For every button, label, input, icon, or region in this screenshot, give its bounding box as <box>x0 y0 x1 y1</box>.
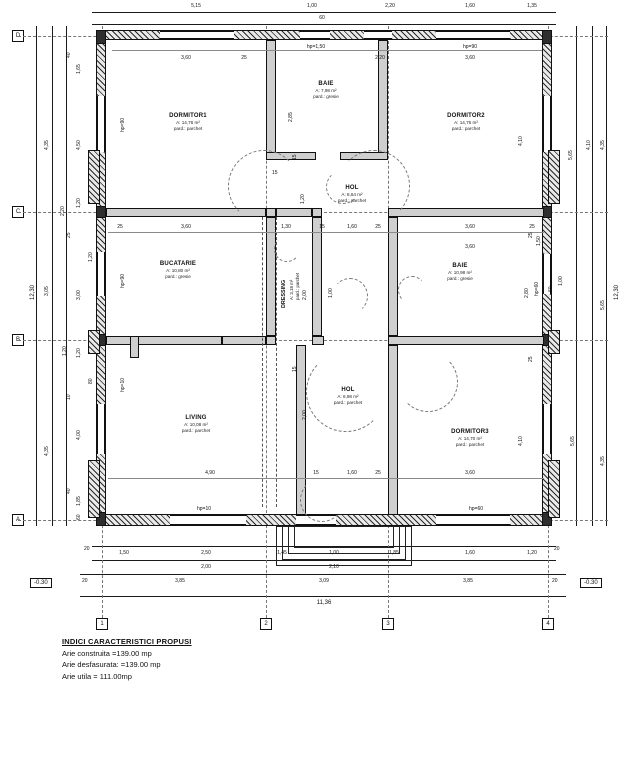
dim-interior-1-20: 1,20 <box>300 194 306 204</box>
exterior-pilaster-right-upper <box>548 150 560 204</box>
dim-low-4-90: 4,90 <box>205 470 215 476</box>
dim-top-1-35: 1,35 <box>527 3 537 9</box>
dim-left-1-20b: 1,20 <box>76 348 82 358</box>
dim-low-3-60: 3,60 <box>465 470 475 476</box>
room-label-hol2 <box>334 386 362 406</box>
interior-wall-b-right <box>388 336 544 345</box>
exterior-pilaster-left-upper <box>88 150 100 204</box>
dim-left-4-35b: 4,35 <box>44 446 50 456</box>
dim-line-inner-lower <box>108 478 544 479</box>
room-finish: pard.: parchet <box>451 126 481 132</box>
dim-left-1-85: 1,85 <box>76 496 82 506</box>
window-label-hp60-bottom: hp=60 <box>468 506 484 512</box>
dim-line-top-outer <box>92 12 556 13</box>
dim-right-25b: 25 <box>528 356 534 362</box>
dim-inner-top-25: 25 <box>241 55 247 61</box>
axis-bubble-2: 2 <box>260 618 272 630</box>
interior-wall-b-node <box>266 336 276 345</box>
room-finish: pard.: gresie <box>313 94 339 100</box>
axis-bubble-1: 1 <box>96 618 108 630</box>
dim-left-25: 25 <box>66 232 72 238</box>
dim-line-bottom-3 <box>80 574 566 575</box>
dim-interior-15a: 15 <box>292 154 298 160</box>
dim-mid-25b: 25 <box>375 224 381 230</box>
window-label-hp90-left1: hp=90 <box>120 117 126 132</box>
room-finish: pard.: gresie <box>165 274 191 280</box>
notes-block <box>62 636 192 683</box>
dim-bottom-total: 11,36 <box>316 600 332 606</box>
level-mark-right: -0.30 <box>580 578 602 588</box>
dim-left-1-20c: 1,20 <box>62 346 68 356</box>
room-finish: pard.: parchet <box>455 442 485 448</box>
room-area: A: 10,08 m² <box>184 422 208 428</box>
room-label-living <box>182 414 210 434</box>
interior-wall-dormitor1-baie <box>266 40 276 158</box>
door-swing-entry <box>300 478 344 522</box>
room-finish: pard.: parchet <box>173 126 203 132</box>
dim-bottom-1-20: 1,20 <box>527 550 537 556</box>
dim-left-3-00: 3,00 <box>76 290 82 300</box>
dim-top-60: 60 <box>319 15 325 21</box>
room-finish-dressing: pard.: parchet <box>295 272 300 300</box>
room-area: A: 10,98 m² <box>448 270 472 276</box>
dim-mid-1-60: 1,60 <box>347 224 357 230</box>
column-top-left <box>96 30 106 44</box>
dim-line-left-mid <box>52 26 53 526</box>
window-label-hp60-right: hp=60 <box>534 281 540 296</box>
dim-bottom-3-85a: 3,85 <box>175 578 185 584</box>
dim-line-top-inner <box>92 24 556 25</box>
room-label-dormitor1 <box>169 112 207 132</box>
interior-wall-c-right <box>388 208 544 217</box>
notes-title: INDICI CARACTERISTICI PROPUSI <box>62 637 192 646</box>
room-label-baie2 <box>447 262 473 282</box>
room-label-hol1 <box>338 184 366 204</box>
interior-wall-hol2-dormitor3 <box>388 345 398 515</box>
dim-small-28-left: 20 <box>82 578 88 584</box>
dim-line-right-inner <box>576 26 577 526</box>
notes-line-3: Arie utila = 111.00mp <box>62 671 132 681</box>
interior-wall-b-left2 <box>222 336 266 345</box>
interior-wall-b-stub-v <box>130 336 139 358</box>
dim-right-inner-5-65b: 5,65 <box>570 436 576 446</box>
dim-left-1-20d: 1,20 <box>88 252 94 262</box>
dim-bottom-1-50: 1,50 <box>119 550 129 556</box>
column-left-c <box>96 206 106 218</box>
room-label-bucatarie <box>160 260 196 280</box>
dim-top-1-00: 1,00 <box>307 3 317 9</box>
level-mark-left: -0.30 <box>30 578 52 588</box>
dim-right-5-65: 5,65 <box>600 300 606 310</box>
dim-line-inner-middle <box>108 232 544 233</box>
axis-bubble-3: 3 <box>382 618 394 630</box>
exterior-pilaster-left-lower <box>88 460 100 518</box>
dim-left-4-00: 4,00 <box>76 430 82 440</box>
dim-right-12-30: 12,30 <box>614 284 620 300</box>
dim-inner-top-2-20: 2,20 <box>375 55 385 61</box>
dim-left-12-30: 12,30 <box>30 284 36 300</box>
door-swing-dormitor3 <box>398 352 458 412</box>
dim-right-inner-2-80: 2,80 <box>524 288 530 298</box>
dim-left-4-50: 4,50 <box>76 140 82 150</box>
axis-bubble-C: C <box>12 206 24 218</box>
room-area: A: 14,70 m² <box>458 436 482 442</box>
dim-interior-2-00a: 2,00 <box>302 290 308 300</box>
dim-right-inner-4-10a: 4,10 <box>586 140 592 150</box>
dim-small-20-br: 20 <box>554 546 560 552</box>
door-swing-bucatarie <box>274 236 300 262</box>
dim-bottom-3-85b: 3,85 <box>463 578 473 584</box>
window-top-hol <box>364 31 392 39</box>
dim-right-inner-4-10c: 4,10 <box>518 436 524 446</box>
dim-line-right-outer <box>606 26 607 526</box>
room-area: A: 8,64 m² <box>341 192 363 198</box>
dim-right-inner-4-10b: 4,10 <box>518 136 524 146</box>
dim-interior-1-00: 1,00 <box>328 288 334 298</box>
exterior-pilaster-right-mid <box>548 330 560 354</box>
dim-mid-15: 15 <box>319 224 325 230</box>
dim-left-1-65: 1,65 <box>76 64 82 74</box>
window-right-dormitor3 <box>543 404 551 454</box>
room-finish: pard.: parchet <box>181 428 211 434</box>
dim-top-2-20: 2,20 <box>385 3 395 9</box>
axis-bubble-4: 4 <box>542 618 554 630</box>
window-left-living <box>97 404 105 454</box>
dim-right-25a: 25 <box>528 232 534 238</box>
dim-interior-15b: 15 <box>292 366 298 372</box>
dressing-guide-left <box>262 217 263 507</box>
dim-left-10: 10 <box>66 394 72 400</box>
dim-interior-2-85: 2,85 <box>288 112 294 122</box>
room-name: HOL <box>341 387 355 393</box>
window-top-baie <box>300 31 330 39</box>
window-label-hp90-left2: hp=90 <box>120 273 126 288</box>
room-name: DORMITOR3 <box>451 429 489 435</box>
notes-line-1: Arie construita =139.00 mp <box>62 648 152 658</box>
room-name: DORMITOR1 <box>169 113 207 119</box>
dim-interior-2-00b: 2,00 <box>302 410 308 420</box>
room-area: A: 14,76 m² <box>454 120 478 126</box>
dim-bottom-3-09: 3,09 <box>319 578 329 584</box>
room-name: LIVING <box>185 415 207 421</box>
interior-wall-bucatarie-dressing <box>266 217 276 336</box>
dim-right-4-35b: 4,35 <box>600 456 606 466</box>
room-label-dormitor3 <box>451 428 489 448</box>
dim-interior-15c: 15 <box>272 170 278 176</box>
dim-bottom-1-85: 1,85 <box>389 550 399 556</box>
window-bottom-dormitor3 <box>436 515 510 525</box>
interior-wall-hol-baie2 <box>388 217 398 336</box>
room-name: DORMITOR2 <box>447 113 485 119</box>
axis-bubble-A: A <box>12 514 24 526</box>
exterior-pilaster-left-mid <box>88 330 100 354</box>
interior-wall-dressing-hol <box>312 217 322 336</box>
dim-bottom-2-10: 2,10 <box>329 564 339 570</box>
dim-line-left-outer <box>36 26 37 526</box>
room-label-dormitor2 <box>447 112 485 132</box>
dim-left-1-20a: 1,20 <box>76 198 82 208</box>
room-area-dressing: A: 3,18 m² <box>289 279 294 300</box>
room-name: HOL <box>345 185 359 191</box>
window-left-bucatarie <box>97 252 105 296</box>
door-swing-hol-mid <box>332 278 368 314</box>
room-area: A: 14,76 m² <box>176 120 200 126</box>
door-swing-baie2 <box>398 276 426 304</box>
dim-top-1-60: 1,60 <box>465 3 475 9</box>
dim-mid-3-60b: 3,60 <box>465 224 475 230</box>
room-label-baie1 <box>313 80 339 100</box>
dim-mid-1-30: 1,30 <box>281 224 291 230</box>
dim-mid-3-60a: 3,60 <box>181 224 191 230</box>
room-finish: pard.: parchet <box>337 198 367 204</box>
room-name-dressing: DRESSING <box>281 279 287 308</box>
dim-interior-3-60: 3,60 <box>465 244 475 250</box>
dim-left-40b: 40 <box>66 488 72 494</box>
door-swing-dormitor1 <box>228 150 300 222</box>
window-label-hp10-bottom: hp=10 <box>196 506 212 512</box>
dim-low-25: 25 <box>375 470 381 476</box>
room-area: A: 10,80 m² <box>166 268 190 274</box>
room-name: BAIE <box>318 81 334 87</box>
window-top-dormitor2 <box>436 31 510 39</box>
dim-low-15: 15 <box>313 470 319 476</box>
window-left-dormitor1 <box>97 96 105 152</box>
dim-line-inner-top <box>112 50 542 51</box>
dim-mid-25a: 25 <box>117 224 123 230</box>
dim-right-4-35a: 4,35 <box>600 140 606 150</box>
axis-bubble-D: D <box>12 30 24 42</box>
window-right-dormitor2 <box>543 96 551 152</box>
dressing-guide-right <box>276 217 277 507</box>
dim-line-left-inner <box>66 26 67 526</box>
dim-left-4-35a: 4,35 <box>44 140 50 150</box>
room-name: BAIE <box>452 263 468 269</box>
dim-inner-top-3-60-a: 3,60 <box>181 55 191 61</box>
dim-left-3-05: 3,05 <box>44 286 50 296</box>
room-name: BUCATARIE <box>159 261 197 267</box>
interior-wall-c-node2 <box>312 208 322 217</box>
room-finish: pard.: parchet <box>333 400 363 406</box>
dim-bottom-1-60: 1,60 <box>465 550 475 556</box>
dim-bottom-1-00: 1,00 <box>329 550 339 556</box>
entry-terrace-step-3 <box>294 526 394 548</box>
axis-bubble-B: B <box>12 334 24 346</box>
room-area: A: 6,98 m² <box>337 394 359 400</box>
dim-low-1-60: 1,60 <box>347 470 357 476</box>
window-label-hp90-top: hp=90 <box>462 44 478 50</box>
room-area: A: 7,98 m² <box>315 88 337 94</box>
dim-inner-top-3-60-b: 3,60 <box>465 55 475 61</box>
dim-right-1-00: 1,00 <box>558 276 564 286</box>
dim-left-40: 40 <box>66 52 72 58</box>
dim-small-20-bl: 20 <box>84 546 90 552</box>
interior-wall-b-node2 <box>312 336 324 345</box>
dim-bottom-2-50: 2,50 <box>201 550 211 556</box>
window-label-hp150: hp=1,50 <box>306 44 326 50</box>
dim-small-28-right: 20 <box>552 578 558 584</box>
dim-top-5-15: 5,15 <box>191 3 201 9</box>
room-finish: pard.: gresie <box>447 276 473 282</box>
dim-right-inner-5-65a: 5,65 <box>568 150 574 160</box>
dim-line-right-mid <box>592 26 593 526</box>
dim-bottom-2-00: 2,00 <box>201 564 211 570</box>
exterior-pilaster-right-lower <box>548 460 560 518</box>
dim-mid-25c: 25 <box>529 224 535 230</box>
dim-right-1-50: 1,50 <box>536 236 542 246</box>
window-label-hp10-left3: hp=10 <box>120 377 126 392</box>
dim-left-2-20: 2,20 <box>60 206 66 216</box>
window-top-dormitor1 <box>160 31 234 39</box>
dim-right-60: 60 <box>548 286 554 292</box>
dim-line-bottom-total <box>80 596 566 597</box>
notes-line-2: Arie desfasurata: =139.00 mp <box>62 660 161 670</box>
column-top-right <box>542 30 552 44</box>
dim-left-60: 60 <box>76 514 82 520</box>
dim-bottom-1-45: 1,45 <box>277 550 287 556</box>
dim-left-80: 80 <box>88 378 94 384</box>
window-bottom-living <box>170 515 246 525</box>
